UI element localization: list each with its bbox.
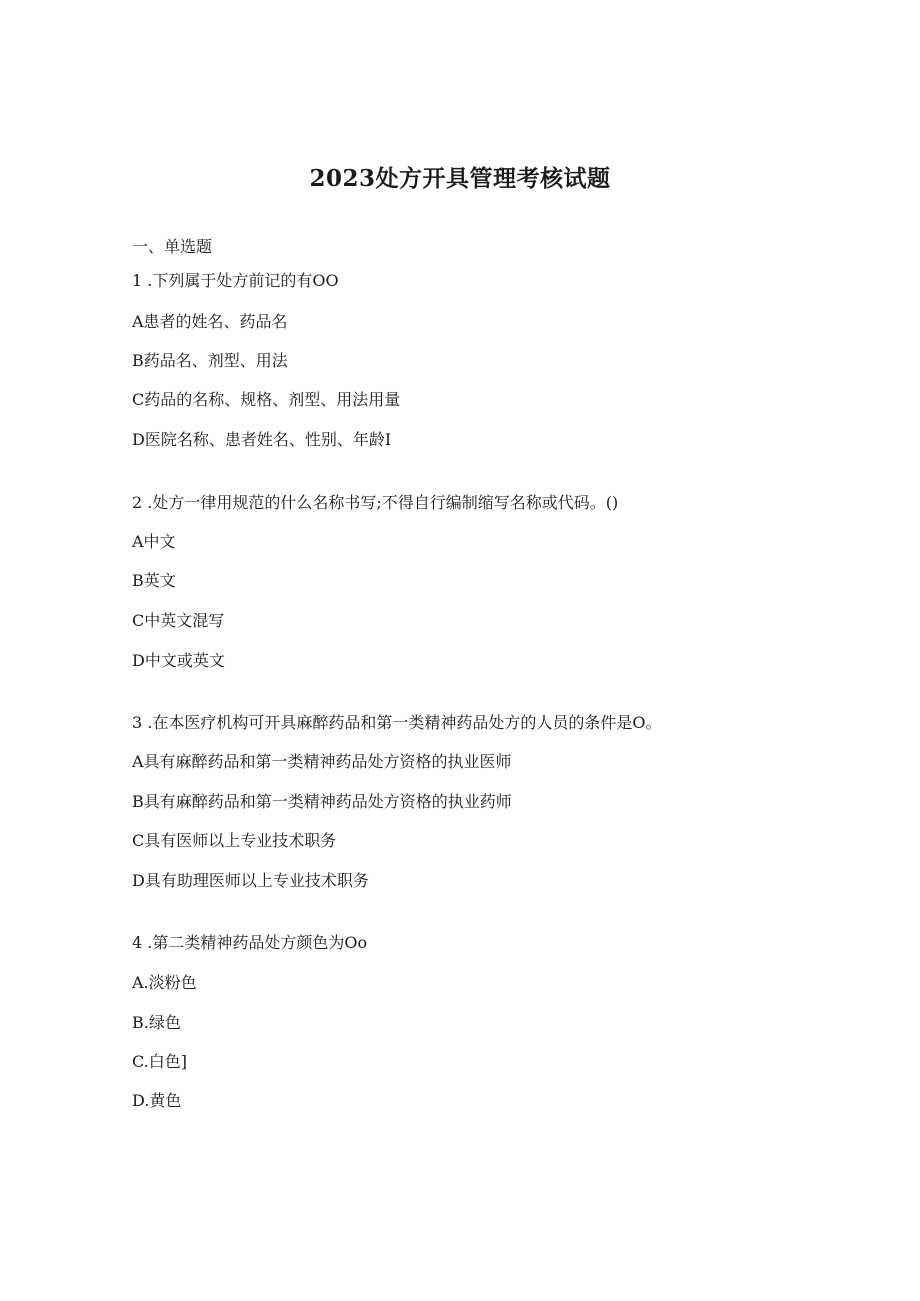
question-2-option-c: C中英文混写 [132, 611, 225, 630]
question-3-option-b: B具有麻醉药品和第一类精神药品处方资格的执业药师 [132, 792, 512, 811]
question-4-option-d: D.黄色 [132, 1091, 182, 1110]
question-4-option-b: B.绿色 [132, 1013, 181, 1032]
question-2-option-b: B英文 [132, 571, 176, 590]
question-3-option-a: A具有麻醉药品和第一类精神药品处方资格的执业医师 [132, 752, 512, 771]
question-4-option-a: A.淡粉色 [132, 973, 197, 992]
question-4-stem: 4 .第二类精神药品处方颜色为Oo [132, 933, 368, 952]
question-3-stem: 3 .在本医疗机构可开具麻醉药品和第一类精神药品处方的人员的条件是O。 [132, 713, 662, 732]
question-1-option-a: A患者的姓名、药品名 [132, 312, 288, 331]
question-4-option-c: C.白色] [132, 1052, 188, 1071]
question-3-option-c: C具有医师以上专业技术职务 [132, 831, 337, 850]
question-1-option-d: D医院名称、患者姓名、性别、年龄I [132, 430, 392, 449]
section-heading: 一、单选题 [132, 237, 213, 256]
question-2-option-d: D中文或英文 [132, 651, 225, 670]
question-1-option-b: B药品名、剂型、用法 [132, 351, 288, 370]
question-1-option-c: C药品的名称、规格、剂型、用法用量 [132, 390, 401, 409]
question-1-stem: 1 .下列属于处方前记的有OO [132, 271, 339, 290]
question-3-option-d: D具有助理医师以上专业技术职务 [132, 871, 369, 890]
page-title: 2023处方开具管理考核试题 [309, 165, 611, 192]
question-2-stem: 2 .处方一律用规范的什么名称书写;不得自行编制缩写名称或代码。() [132, 493, 619, 512]
question-2-option-a: A中文 [132, 532, 176, 551]
